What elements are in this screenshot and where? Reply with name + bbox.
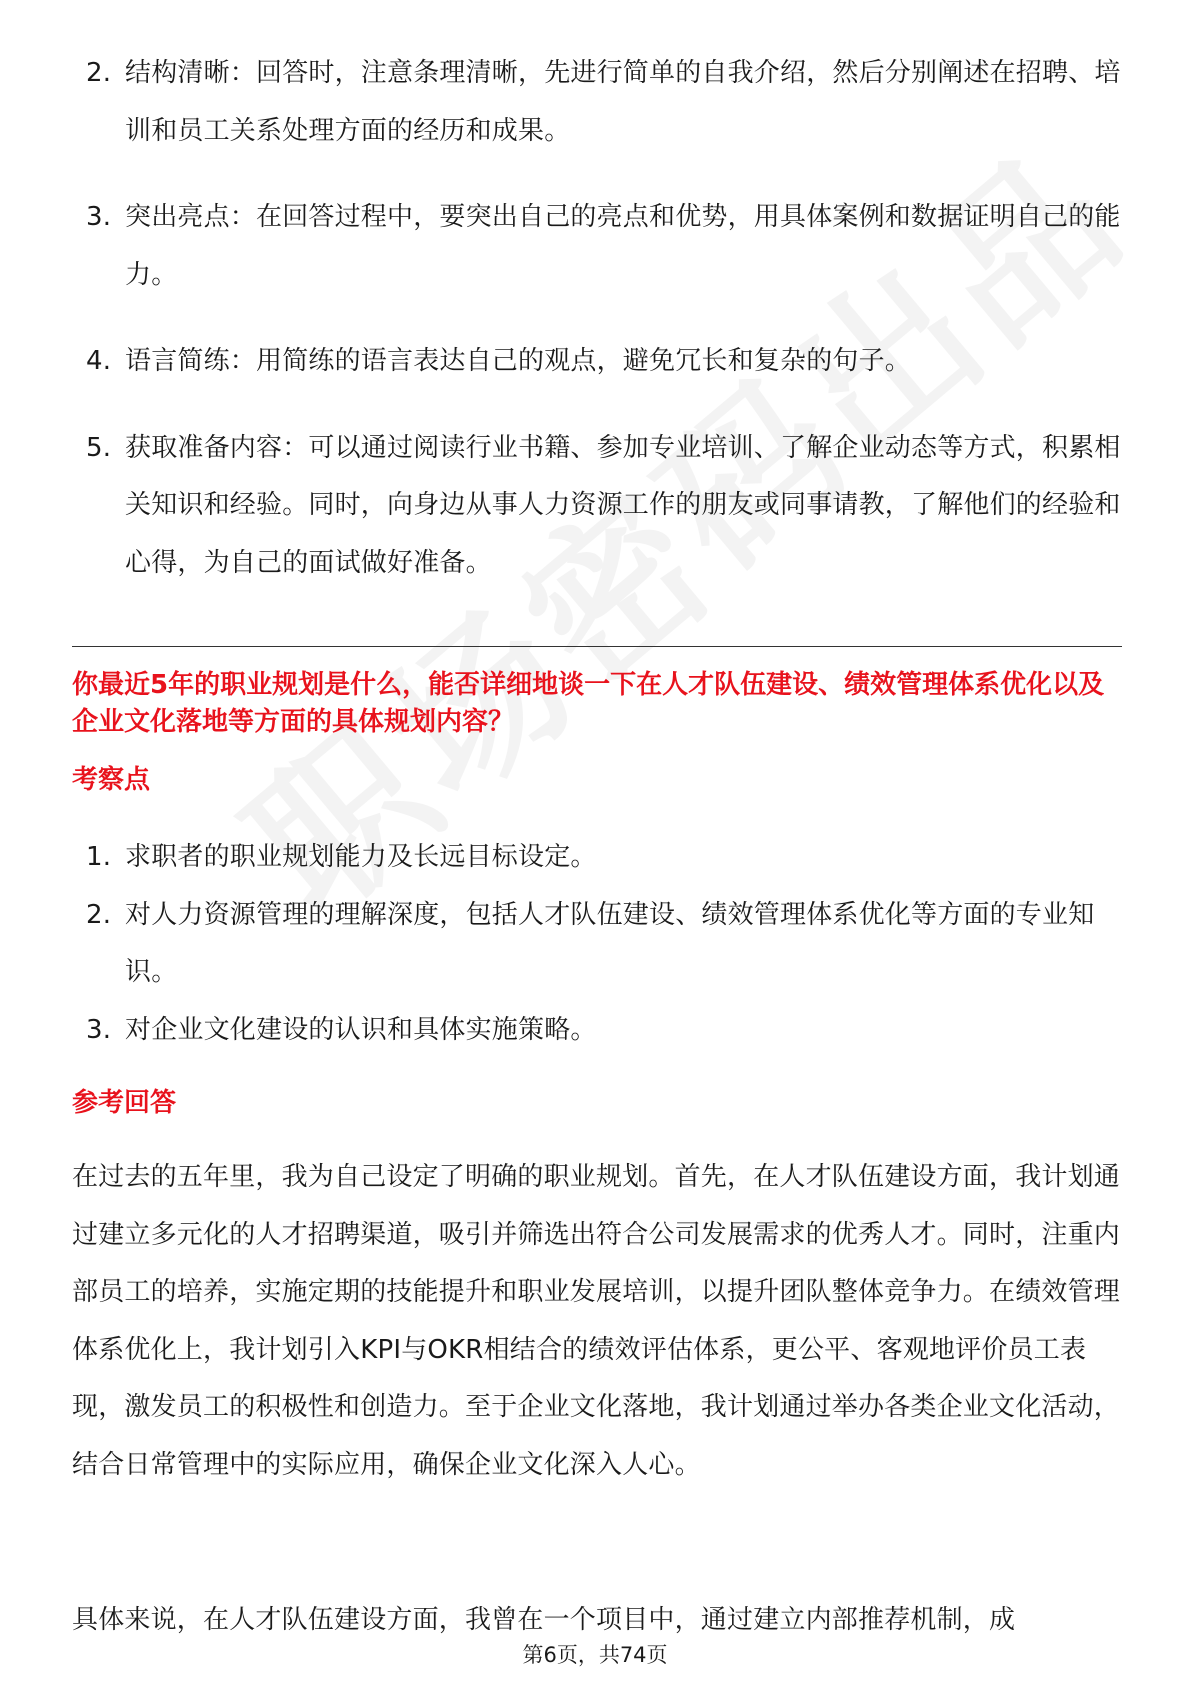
list-item <box>72 189 1122 304</box>
list-item-text: 对人力资源管理的理解深度，包括人才队伍建设、绩效管理体系优化等方面的专业知识。 <box>125 899 1095 987</box>
list-item-text: 求职者的职业规划能力及长远目标设定。 <box>125 842 597 872</box>
list-item <box>72 45 1122 160</box>
assessment-points-list <box>72 829 1122 1059</box>
answer-paragraph: 在过去的五年里，我为自己设定了明确的职业规划。首先，在人才队伍建设方面，我计划通过建立多元化的人才招聘渠道，吸引并筛选出符合公司发展需求的优秀人才。同时，注重内部员工的培养，实施定期的技能提升和职业发展培训，以提升团队整体竞争力。在绩效管理体系优化上，我计划引入KPI与OKR相结合的绩效评估体系，更公平、客观地评价员工表现，激发员工的积极性和创造力。至于企业文化落地，我计划通过举办各类企业文化活动，结合日常管理中的实际应用，确保企业文化深入人心。 <box>72 1162 1121 1480</box>
list-item <box>72 333 1122 391</box>
list-item-number: 5. <box>86 432 112 463</box>
list-item-number: 3. <box>86 202 112 232</box>
previous-tips-list <box>72 45 1122 621</box>
list-item-number: 3. <box>86 1014 112 1045</box>
list-item <box>72 1002 1122 1060</box>
list-item-text: 获取准备内容：可以通过阅读行业书籍、参加专业培训、了解企业动态等方式，积累相关知识和经验。同时，向身边从事人力资源工作的朋友或同事请教，了解他们的经验和心得，为自己的面试做好准备。 <box>125 432 1121 578</box>
interview-question: 你最近5年的职业规划是什么，能否详细地谈一下在人才队伍建设、绩效管理体系优化以及企业文化落地等方面的具体规划内容？ <box>72 670 1105 737</box>
list-item <box>72 887 1122 1002</box>
list-item-number: 4. <box>86 346 112 376</box>
list-item-text: 突出亮点：在回答过程中，要突出自己的亮点和优势，用具体案例和数据证明自己的能力。 <box>125 202 1121 290</box>
answer-paragraph: 具体来说，在人才队伍建设方面，我曾在一个项目中，通过建立内部推荐机制，成 <box>72 1605 1016 1635</box>
answer-heading: 参考回答 <box>72 1088 177 1118</box>
list-item-number: 2. <box>86 58 112 88</box>
list-item <box>72 829 1122 887</box>
list-item-text: 语言简练：用简练的语言表达自己的观点，避免冗长和复杂的句子。 <box>125 346 912 376</box>
list-item-number: 2. <box>86 899 112 930</box>
points-heading: 考察点 <box>72 765 151 795</box>
section-divider <box>72 646 1122 647</box>
page-number: 第6页，共74页 <box>522 1643 668 1667</box>
list-item-number: 1. <box>86 842 112 872</box>
list-item <box>72 420 1122 593</box>
list-item-text: 结构清晰：回答时，注意条理清晰，先进行简单的自我介绍，然后分别阐述在招聘、培训和员工关系处理方面的经历和成果。 <box>125 58 1121 146</box>
list-item-text: 对企业文化建设的认识和具体实施策略。 <box>125 1014 597 1045</box>
